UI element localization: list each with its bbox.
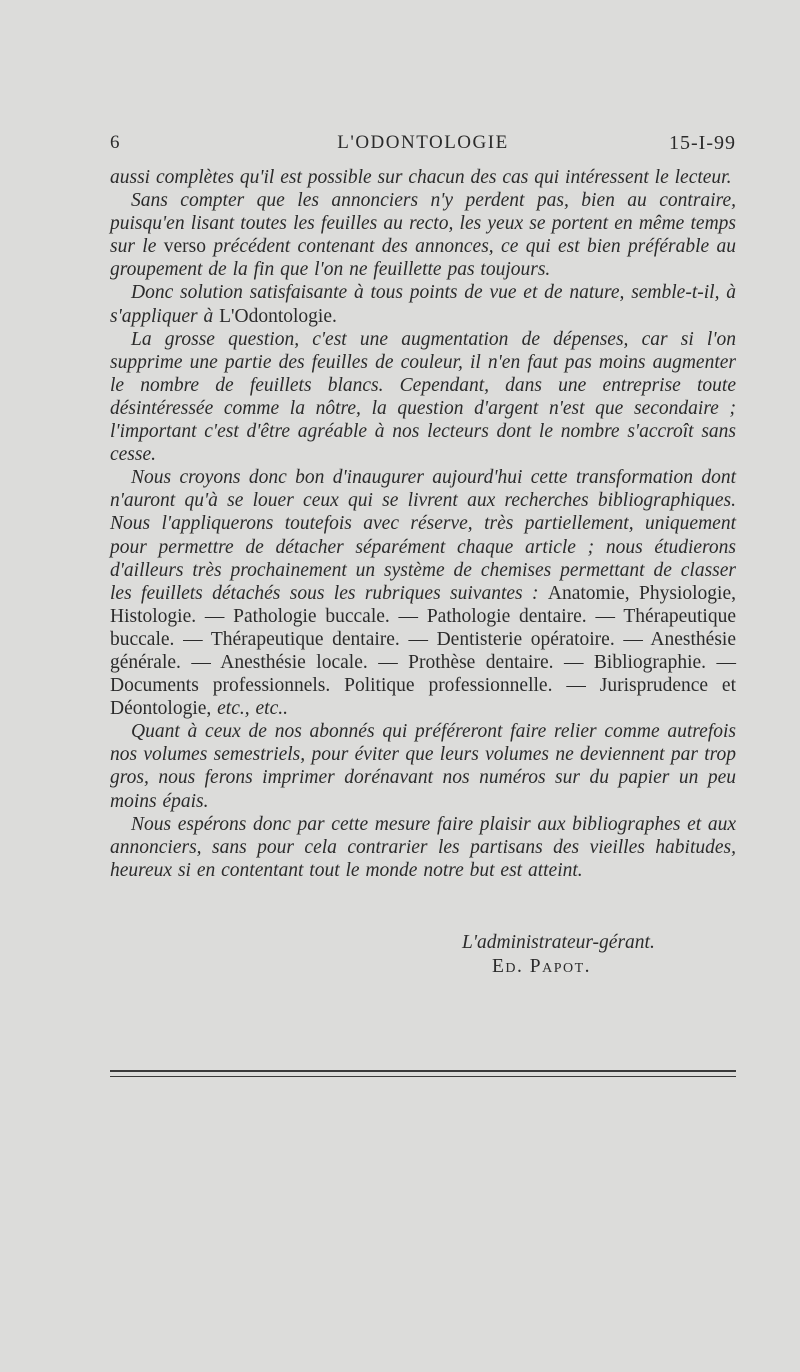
text-run: Nous espérons donc par cette mesure faire plaisir aux bibliographes et aux annonciers, sans pour cela contrarier les partisans des vieilles habitudes, heureux si en contentant tout le monde notre but est atteint. (110, 813, 736, 881)
text-run: Donc solution satisfaisante à tous points de vue et de nature, semble-t-il, à s'appliquer à (110, 282, 736, 327)
text-run: Anatomie, Physiologie, Histologie. — Pathologie buccale. — Pathologie dentaire. — Thérapeutique buccale. — Thérapeutique dentaire. — Dentisterie opératoire. — Anesthésie générale. — Anesthésie locale. — Prothèse dentaire. — Bibliographie. — Documents professionnels. Politique professionnelle. — Jurisprudence et Déontologie, (110, 582, 736, 720)
text-run: etc., etc.. (217, 698, 288, 720)
text-run: Sans compter que les annonciers n'y perdent pas, bien au contraire, puisqu'en lisant toutes les feuilles au recto, les yeux se portent en même temps sur le (110, 190, 736, 258)
article-body (110, 166, 736, 882)
paragraph (110, 813, 736, 882)
text-run: verso (163, 236, 206, 258)
text-run: Nous croyons donc bon d'inaugurer aujourd'hui cette transformation dont n'auront qu'à se louer ceux qui se livrent aux recherches bibliographiques. Nous l'appliquerons toutefois avec réserve, très partiellement, uniquement pour permettre de détacher séparément chaque article ; nous étudierons d'ailleurs très prochainement un système de chemises permettant de classer les feuillets détachés sous les rubriques suivantes : (110, 467, 736, 604)
text-run: La grosse question, c'est une augmentation de dépenses, car si l'on supprime une partie des feuilles de couleur, il n'en faut pas moins augmenter le nombre de feuillets blancs. Cependant, dans une entreprise toute désintéressée comme la nôtre, la question d'argent n'est que secondaire ; l'important c'est d'être agréable à nos lecteurs dont le nombre s'accroît sans cesse. (110, 328, 736, 466)
text-run: L'Odontologie. (219, 305, 337, 327)
signature-role: L'administrateur-gérant. (462, 932, 655, 953)
paragraph (110, 328, 736, 467)
running-header (110, 132, 736, 160)
paragraph (110, 281, 736, 327)
text-run: précédent contenant des annonces, ce qui est bien préférable au groupement de la fin que l'on ne feuillette pas toujours. (110, 236, 737, 281)
text-run: aussi complètes qu'il est possible sur chacun des cas qui intéressent le lecteur. (110, 167, 732, 188)
page-number: 6 (110, 132, 120, 153)
paragraph (110, 166, 736, 189)
paragraph (110, 466, 736, 720)
footer-rule (110, 1070, 736, 1072)
footer-rule-thin (110, 1076, 736, 1077)
issue-date: 15-I-99 (669, 132, 736, 154)
text-run: Quant à ceux de nos abonnés qui préféreront faire relier comme autrefois nos volumes semestriels, pour éviter que leurs volumes ne deviennent par trop gros, nous ferons imprimer dorénavant nos numéros sur du papier un peu moins épais. (110, 721, 736, 812)
paragraph (110, 189, 736, 281)
signature-name: Ed. Papot. (492, 956, 592, 977)
journal-title: L'ODONTOLOGIE (337, 132, 509, 153)
paragraph (110, 720, 736, 812)
